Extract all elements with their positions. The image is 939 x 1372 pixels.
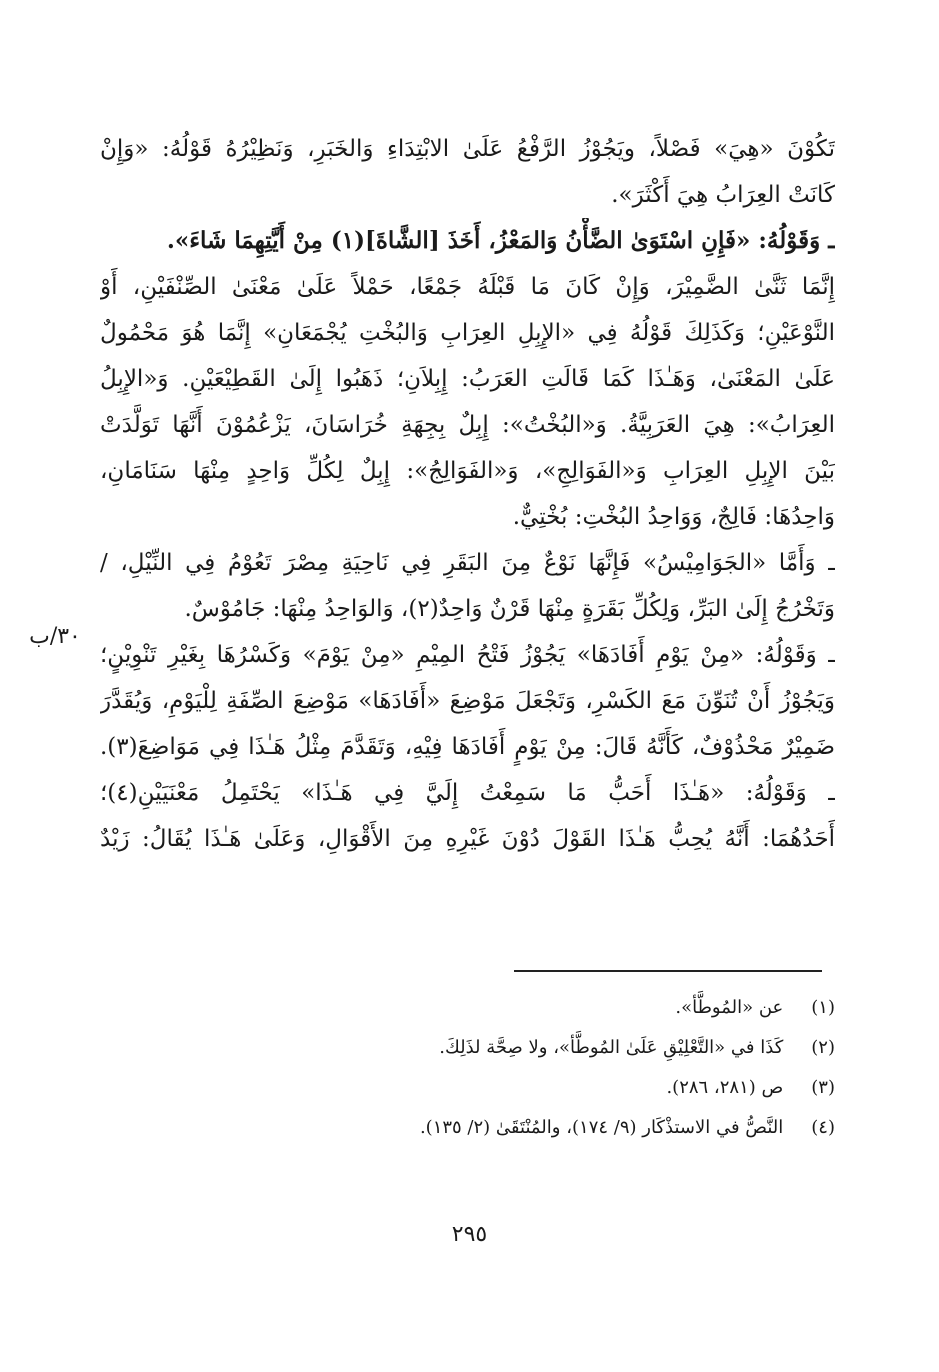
main-text — [100, 126, 835, 862]
footnote-separator — [514, 970, 822, 972]
footnote-text: كَذَا في «التَّعْلِيْقِ عَلَىٰ المُوطَّأ»، ولا صِحَّة لذَلِكَ. — [439, 1037, 784, 1058]
footnote-number: (١) — [811, 997, 835, 1018]
footnote — [100, 1068, 835, 1108]
text-line: ـ وَأَمَّا «الجَوَامِيْسُ» فَإِنَّهَا نَوْعٌ مِنَ البَقَرِ فِي نَاحِيَةِ مِصْرَ تَعُوْمُ فِي النِّيْلِ، / — [100, 550, 835, 576]
text-line: ـ وَقَوْلُهُ: «هَـٰذَا أَحَبُّ مَا سَمِعْتُ إِلَيَّ فِي هَـٰذَا» يَحْتَمِلُ مَعْنَيَيْنِ(٤)؛ — [100, 780, 835, 806]
footnote-text: ص (٢٨١، ٢٨٦). — [666, 1077, 784, 1098]
page-number: ٢٩٥ — [451, 1222, 488, 1247]
footnote-text: عن «المُوطَّأ». — [675, 997, 784, 1018]
text-line: تَكُوْنَ «هِيَ» فَصْلاً، ويَجُوْزُ الرَّفْعُ عَلَىٰ الابْتِدَاءِ وَالخَبَرِ، وَنَظِيْرُهُ قَوْلُهُ: «وَإِنْ — [100, 136, 835, 162]
text-line: النَّوْعَيْنِ؛ وَكَذَلِكَ قَوْلُهُ فِي «الإِبِلِ العِرَابِ وَالبُخْتِ يُجْمَعَانِ» إِنَّمَا هُوَ مَحْمُولٌ — [100, 320, 835, 346]
text-line: ـ وَقَوْلُهُ: «فَإِنِ اسْتَوَىٰ الضَّأْنُ وَالمَعْزُ، أَخَذَ [الشَّاةَ](١) مِنْ أَيَّتِهِمَا شَاءَ». — [166, 227, 835, 254]
manuscript-folio-marker: ٣٠/ب — [29, 624, 81, 649]
text-line: وَاحِدُهَا: فَالِجٌ، وَوَاحِدُ البُخْتِ: بُخْتِيٌّ. — [512, 504, 835, 530]
text-line: عَلَىٰ المَعْنَىٰ، وَهَـٰذَا كَمَا قَالَتِ العَرَبُ: إِبِلاَنِ؛ ذَهَبُوا إِلَىٰ القَطِيْعَيْنِ. وَ«الإِبِلُ — [100, 366, 835, 392]
footnote-number: (٤) — [811, 1117, 835, 1138]
footnote — [100, 988, 835, 1028]
text-line: وَيَجُوْزُ أَنْ تُنَوِّنَ مَعَ الكَسْرِ، وَتَجْعَلَ مَوْضِعَ «أَفَادَهَا» مَوْضِعَ الصِّفَةِ لِلْيَوْمِ، وَيُقَدَّرَ — [100, 688, 835, 714]
footnote-text: النَّصُّ في الاستذْكَار (٩/ ١٧٤)، والمُنْتَقَىٰ (٢/ ١٣٥). — [419, 1117, 784, 1138]
footnote — [100, 1028, 835, 1068]
text-line: ـ وَقَوْلُهُ: «مِنْ يَوْمِ أَفَادَهَا» يَجُوْزُ فَتْحُ المِيْمِ «مِنْ يَوْمَ» وَكَسْرُهَا بِغَيْرِ تَنْوِيْنٍ؛ — [100, 642, 835, 668]
footnote-number: (٢) — [811, 1037, 835, 1058]
text-line: كَانَتْ العِرَابُ هِيَ أَكْثَرَ». — [611, 182, 835, 208]
text-line: ضَمِيْرٌ مَحْذُوْفٌ، كَأَنَّهُ قَالَ: مِنْ يَوْمٍ أَفَادَهَا فِيْهِ، وَتَقَدَّمَ مِثْلُ هَـٰذَا فِي مَوَاضِعَ(٣). — [100, 734, 835, 760]
text-line: إِنَّمَا ثَنَّىٰ الضَّمِيْرَ، وَإِنْ كَانَ مَا قَبْلَهُ جَمْعًا، حَمْلاً عَلَىٰ مَعْنَىٰ الصِّنْفَيْنِ، أَوْ — [100, 274, 835, 300]
text-line: وَتَخْرُجُ إِلَىٰ البَرِّ، وَلِكُلِّ بَقَرَةٍ مِنْهَا قَرْنٌ وَاحِدٌ(٢)، وَالوَاحِدُ مِنْهَا: جَامُوْسٌ. — [184, 596, 835, 622]
text-line: العِرَابُ»: هِيَ العَرَبِيَّةُ. وَ«البُخْتُ»: إِبِلٌ بِجِهَةِ خُرَاسَانَ، يَزْعُمُوْنَ أَنَّهَا تَوَلَّدَتْ — [100, 412, 835, 438]
footnote — [100, 1108, 835, 1148]
footnote-number: (٣) — [811, 1077, 835, 1098]
text-line: أَحَدُهُمَا: أَنَّهُ يُحِبُّ هَـٰذَا القَوْلَ دُوْنَ غَيْرِهِ مِنَ الأَقْوَالِ، وَعَلَىٰ هَـٰذَا يُقَالُ: زَيْدٌ — [100, 826, 835, 852]
text-line: بَيْنَ الإِبِلِ العِرَابِ وَ«الفَوَالِجِ»، وَ«الفَوَالِجُ»: إِبِلٌ لِكُلِّ وَاحِدٍ مِنْهَا سَنَامَانِ، — [100, 458, 835, 484]
footnotes — [100, 988, 835, 1148]
